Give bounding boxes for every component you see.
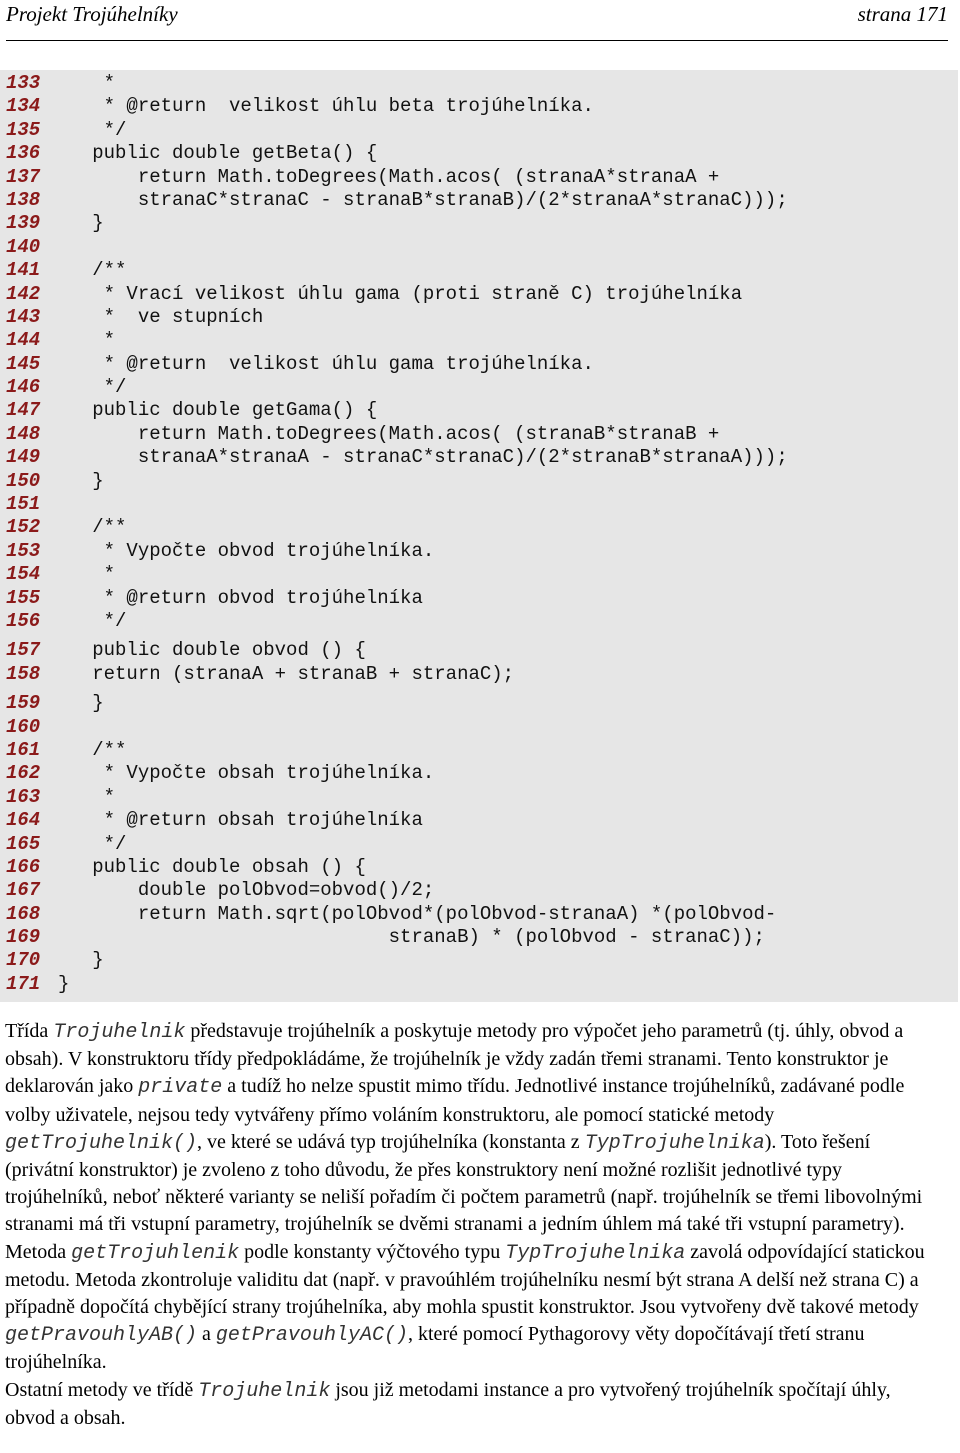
inline-code: getTrojuhelnik() xyxy=(5,1131,198,1155)
code-line xyxy=(0,879,958,902)
code-line xyxy=(0,903,958,926)
code-line xyxy=(0,926,958,949)
line-number: 159 xyxy=(6,692,41,715)
text-run: , které pomocí Pythagorovy věty dopočítávají třetí stranu trojúhelníka. xyxy=(5,1323,865,1374)
body-text xyxy=(5,1018,940,1432)
code-line xyxy=(0,663,958,686)
code-text: } xyxy=(58,212,104,235)
line-number: 149 xyxy=(6,446,41,469)
code-text xyxy=(58,236,958,259)
line-number: 171 xyxy=(6,972,41,995)
code-line xyxy=(0,610,958,633)
code-line xyxy=(0,540,958,563)
code-text: /** xyxy=(58,738,127,761)
code-line xyxy=(0,739,958,762)
line-number: 151 xyxy=(6,493,41,516)
paragraph xyxy=(5,1377,940,1432)
code-text: * ve stupních xyxy=(58,305,264,328)
code-text: public double obsah () { xyxy=(58,855,366,878)
line-number: 147 xyxy=(6,399,41,422)
code-text: * Vypočte obsah trojúhelníka. xyxy=(58,762,435,785)
inline-code: getTrojuhlenik xyxy=(71,1241,240,1265)
code-line xyxy=(0,353,958,376)
code-text: double polObvod=obvod()/2; xyxy=(58,879,435,902)
code-text: */ xyxy=(58,376,127,399)
line-number: 144 xyxy=(6,329,41,352)
code-text: return Math.sqrt(polObvod*(polObvod-stranaA) *(polObvod- xyxy=(58,902,777,925)
line-number: 163 xyxy=(6,785,41,808)
code-line xyxy=(0,306,958,329)
code-line xyxy=(0,259,958,282)
code-line xyxy=(0,516,958,539)
code-line xyxy=(0,166,958,189)
code-text: * xyxy=(58,329,116,352)
text-run: podle konstanty výčtového typu xyxy=(239,1240,506,1263)
code-text: } xyxy=(58,949,104,972)
code-line xyxy=(0,809,958,832)
code-text: /** xyxy=(58,516,127,539)
inline-code: Trojuhelnik xyxy=(53,1021,186,1044)
inline-code: TypTrojuhelnika xyxy=(505,1241,686,1265)
line-number: 145 xyxy=(6,352,41,375)
code-text: } xyxy=(58,972,70,995)
line-number: 143 xyxy=(6,305,41,328)
text-run: , ve které se udává typ trojúhelníka (konstanta z xyxy=(197,1130,585,1153)
code-text: */ xyxy=(58,609,127,632)
code-line xyxy=(0,639,958,662)
line-number: 142 xyxy=(6,282,41,305)
code-line xyxy=(0,762,958,785)
line-number: 139 xyxy=(6,212,41,235)
code-text: * @return velikost úhlu gama trojúhelníka. xyxy=(58,352,594,375)
running-title: Projekt Trojúhelníky xyxy=(6,2,178,26)
code-line xyxy=(0,716,958,739)
code-text xyxy=(58,493,958,516)
text-run: Metoda xyxy=(5,1240,72,1263)
line-number: 161 xyxy=(6,738,41,761)
code-text: */ xyxy=(58,832,127,855)
text-run: zavolá odpovídající statickou metodu. Metoda zkontroluje validitu dat (např. v pravoúhlém trojúhelníku nesmí být strana A delší než strana C) a případně dopočítá chybějící strany trojúhelníka, aby mohla spustit konstruktor. Jsou vytvořeny dvě takové metody xyxy=(5,1240,925,1319)
code-text: * Vypočte obvod trojúhelníka. xyxy=(58,539,435,562)
code-text: public double getBeta() { xyxy=(58,142,378,165)
code-line xyxy=(0,399,958,422)
line-number: 157 xyxy=(6,639,41,662)
code-listing xyxy=(0,70,958,1002)
inline-code: Trojuhelnik xyxy=(198,1379,331,1403)
page-header xyxy=(6,0,948,41)
line-number: 140 xyxy=(6,235,41,258)
code-line xyxy=(0,563,958,586)
line-number: 146 xyxy=(6,376,41,399)
line-number: 169 xyxy=(6,926,41,949)
line-number: 166 xyxy=(6,855,41,878)
code-line xyxy=(0,376,958,399)
code-line xyxy=(0,119,958,142)
line-number: 135 xyxy=(6,118,41,141)
code-text: * @return obvod trojúhelníka xyxy=(58,586,423,609)
code-text: return (stranaA + stranaB + stranaC); xyxy=(58,662,515,685)
text-run: ). Toto řešení (privátní konstruktor) je zvoleno z toho důvodu, že přes konstruktory není možné rozlišit jednotlivé typy trojúhelníků, neboť některé varianty se neliší pořadím či počtem parametrů (např. trojúhelník se třemi libovolnými stranami má tři vstupní parametry, trojúhelník se dvěmi stranami a jedním úhlem má také tři vstupní parametry). xyxy=(5,1130,923,1236)
text-run: představuje trojúhelník a poskytuje metody pro výpočet jeho parametrů (tj. úhly, obvod a obsah). V konstruktoru třídy předpokládáme, že trojúhelník je vždy zadán třemi stranami. Tento konstruktor je deklarován jako xyxy=(5,1020,904,1098)
code-text: stranaB) * (polObvod - stranaC)); xyxy=(58,926,765,949)
code-line xyxy=(0,587,958,610)
code-text: stranaA*stranaA - stranaC*stranaC)/(2*stranaB*stranaA))); xyxy=(58,446,788,469)
code-line xyxy=(0,142,958,165)
inline-code: getPravouhlyAB() xyxy=(5,1324,198,1348)
text-run: jsou již metodami instance a pro vytvořený trojúhelník spočítají úhly, obvod a obsah. xyxy=(5,1378,891,1429)
code-line xyxy=(0,72,958,95)
code-text: } xyxy=(58,692,104,715)
code-text: * xyxy=(58,72,116,94)
code-text: stranaC*stranaC - stranaB*stranaB)/(2*stranaA*stranaC))); xyxy=(58,188,788,211)
line-number: 168 xyxy=(6,902,41,925)
line-number: 160 xyxy=(6,715,41,738)
line-number: 164 xyxy=(6,809,41,832)
code-line xyxy=(0,949,958,972)
code-line xyxy=(0,470,958,493)
code-line xyxy=(0,189,958,212)
code-text: * @return obsah trojúhelníka xyxy=(58,809,423,832)
code-line xyxy=(0,786,958,809)
line-number: 167 xyxy=(6,879,41,902)
code-line xyxy=(0,236,958,259)
code-text: * Vrací velikost úhlu gama (proti straně C) trojúhelníka xyxy=(58,282,743,305)
paragraph xyxy=(5,1018,940,1239)
text-run: Třída xyxy=(5,1020,54,1042)
line-number: 138 xyxy=(6,188,41,211)
line-number: 170 xyxy=(6,949,41,972)
code-text: * xyxy=(58,563,116,586)
line-number: 152 xyxy=(6,516,41,539)
line-number: 154 xyxy=(6,563,41,586)
line-number: 136 xyxy=(6,142,41,165)
code-text: return Math.toDegrees(Math.acos( (stranaA*stranaA + xyxy=(58,165,720,188)
line-number: 141 xyxy=(6,259,41,282)
code-text: */ xyxy=(58,118,127,141)
inline-code: private xyxy=(138,1076,223,1100)
code-line xyxy=(0,493,958,516)
inline-code: TypTrojuhelnika xyxy=(584,1131,765,1155)
code-text: * @return velikost úhlu beta trojúhelníka. xyxy=(58,95,594,118)
line-number: 134 xyxy=(6,95,41,118)
text-run: a tudíž ho nelze spustit mimo třídu. Jednotlivé instance trojúhelníků, zadávané podle volby uživatele, nejsou tedy vytvářeny přímo voláním konstruktoru, ale pomocí statické metody xyxy=(5,1075,905,1126)
line-number: 165 xyxy=(6,832,41,855)
inline-code: getPravouhlyAC() xyxy=(215,1324,408,1348)
code-line xyxy=(0,856,958,879)
code-line xyxy=(0,833,958,856)
code-text: } xyxy=(58,469,104,492)
code-text: /** xyxy=(58,259,127,282)
code-line xyxy=(0,446,958,469)
line-number: 156 xyxy=(6,609,41,632)
code-line xyxy=(0,329,958,352)
text-run: Ostatní metody ve třídě xyxy=(5,1378,199,1401)
page-number: strana 171 xyxy=(857,2,948,26)
line-number: 155 xyxy=(6,586,41,609)
code-text: public double getGama() { xyxy=(58,399,378,422)
line-number: 158 xyxy=(6,662,41,685)
code-line xyxy=(0,423,958,446)
line-number: 148 xyxy=(6,422,41,445)
code-line xyxy=(0,973,958,996)
code-line xyxy=(0,212,958,235)
line-number: 137 xyxy=(6,165,41,188)
code-text: * xyxy=(58,785,116,808)
text-run: a xyxy=(197,1323,216,1346)
code-line xyxy=(0,95,958,118)
line-number: 150 xyxy=(6,469,41,492)
line-number: 162 xyxy=(6,762,41,785)
line-number: 153 xyxy=(6,539,41,562)
code-line xyxy=(0,283,958,306)
line-number: 133 xyxy=(6,72,41,94)
code-text: return Math.toDegrees(Math.acos( (stranaB*stranaB + xyxy=(58,422,720,445)
code-line xyxy=(0,692,958,715)
code-text xyxy=(58,716,958,739)
paragraph xyxy=(5,1239,940,1377)
code-text: public double obvod () { xyxy=(58,639,366,662)
